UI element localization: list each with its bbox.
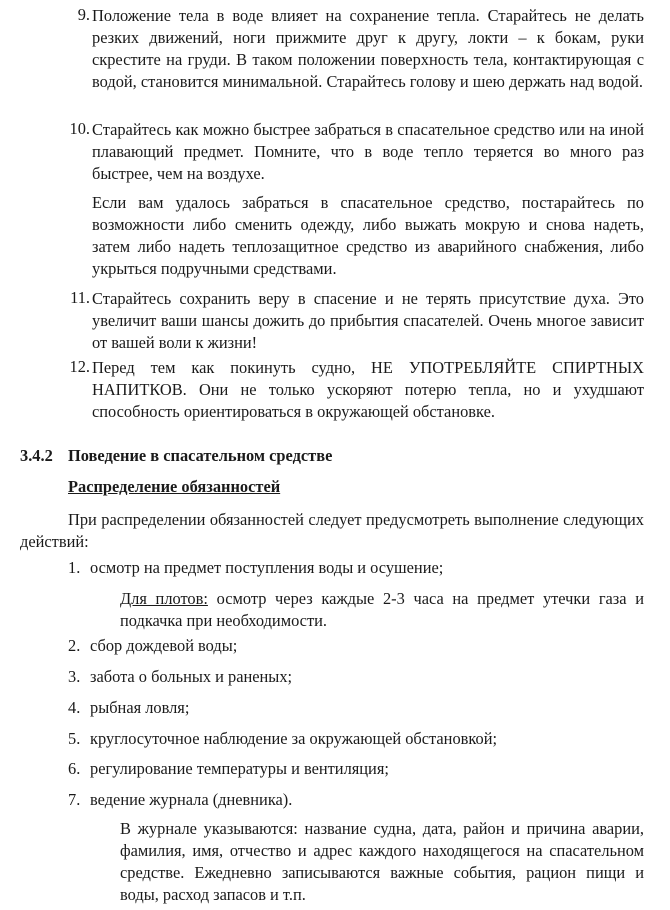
list-item-9 (62, 5, 644, 93)
list-item-12 (62, 357, 644, 423)
list-item-11 (62, 288, 644, 354)
item-10-continuation: Если вам удалось забраться в спасательное средство, постарайтесь по возможности либо сменить одежду, либо выжать мокрую и снова надеть, затем либо надеть теплозащитное средство из аварийного снабжения, либо укрыться подручными средствами. (92, 193, 644, 278)
item-text: Старайтесь сохранить веру в спасение и не терять присутствие духа. Это увеличит ваши шансы дожить до прибытия спасателей. Очень многое зависит от вашей воли к жизни! (92, 289, 644, 352)
duty-item: 4. рыбная ловля; (68, 698, 190, 717)
intro-paragraph: При распределении обязанностей следует предусмотреть выполнение следующих действий: (20, 510, 644, 551)
list-item-10 (62, 119, 644, 185)
rafts-note-text: осмотр через каждые 2-3 часа на предмет утечки газа и подкачка при необходимости. (120, 589, 644, 630)
duty-item: 1. осмотр на предмет поступления воды и осушение; (68, 558, 444, 577)
item-number: 12. (69, 357, 90, 376)
item-text: Положение тела в воде влияет на сохранение тепла. Старайтесь не делать резких движений, ноги прижмите друг к другу, локти – к бокам, руки скрестите на груди. В таком положении поверхность тела, контактирующая с водой, становится минимальной. Старайтесь голову и шею держать над водой. (92, 6, 644, 91)
item-number: 9. (77, 5, 90, 24)
rafts-note-label: Для плотов: (120, 589, 208, 608)
duty-item: 3. забота о больных и раненых; (68, 667, 293, 686)
journal-note: В журнале указываются: название судна, дата, район и причина аварии, фамилия, имя, отчество и адрес каждого находящегося на спасательном средстве. Ежедневно записываются важные события, рацион пищи и воды, расход запасов и т.п. (120, 819, 644, 904)
duty-item: 2. сбор дождевой воды; (68, 636, 238, 655)
item-number: 10. (69, 119, 90, 138)
section-title: Поведение в спасательном средстве (68, 446, 333, 465)
section-number: 3.4.2 (20, 446, 53, 465)
duty-item: 5. круглосуточное наблюдение за окружающей обстановкой; (68, 729, 498, 748)
item-text: Старайтесь как можно быстрее забраться в спасательное средство или на иной плавающий предмет. Помните, что в воде тепло теряется во много раз быстрее, чем на воздухе. (92, 120, 644, 183)
rafts-note (120, 588, 644, 632)
duty-item: 6. регулирование температуры и вентиляция; (68, 759, 389, 778)
item-text: Перед тем как покинуть судно, НЕ УПОТРЕБЛЯЙТЕ СПИРТНЫХ НАПИТКОВ. Они не только ускоряют потерю тепла, но и ухудшают способность ориентироваться в окружающей обстановке. (92, 358, 644, 421)
subheading: Распределение обязанностей (68, 477, 281, 496)
item-number: 11. (70, 288, 90, 307)
duty-item: 7. ведение журнала (дневника). (68, 790, 293, 809)
section-heading (20, 446, 332, 466)
